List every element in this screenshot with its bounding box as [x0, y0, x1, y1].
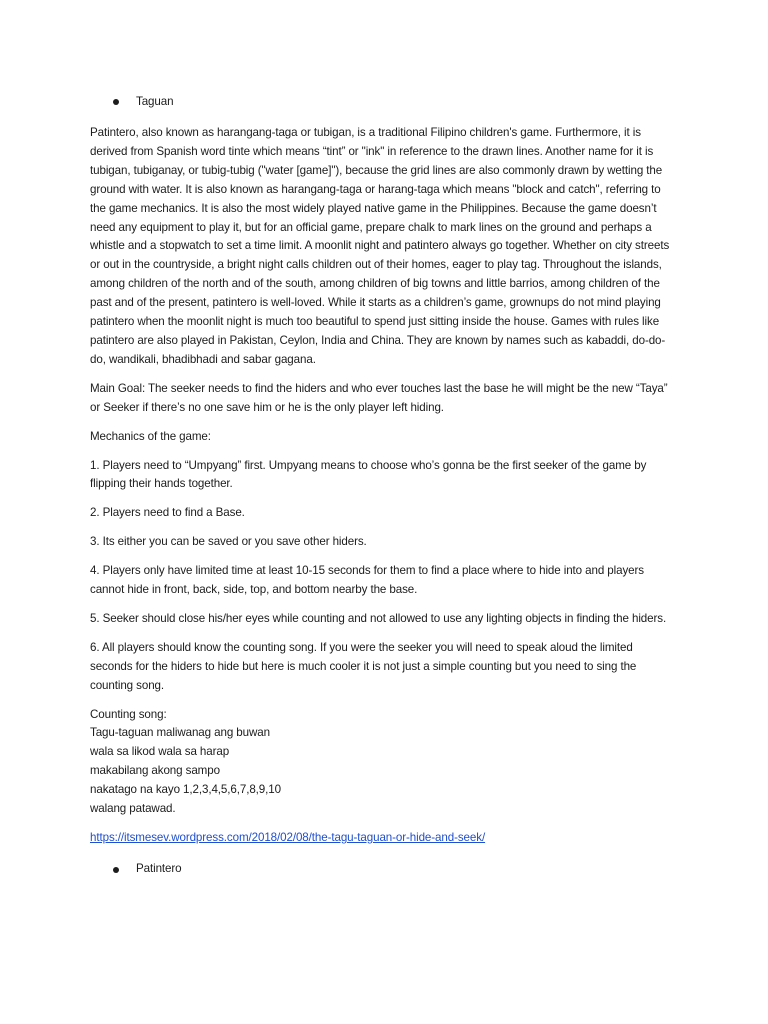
- bullet-label: Taguan: [136, 94, 174, 108]
- rule-4: 4. Players only have limited time at least 10-15 seconds for them to find a place where to hide into and players cannot hide in front, back, side, top, and bottom nearby the base.: [90, 564, 644, 597]
- rule-6: 6. All players should know the counting song. If you were the seeker you will need to speak aloud the limited seconds for the hiders to hide but here is much cooler it is not just a simple counting but you need to sing the counting song.: [90, 640, 637, 692]
- source-link-paragraph: [90, 829, 670, 848]
- bullet-label: Patintero: [136, 862, 182, 876]
- bullet-item-taguan: [90, 92, 670, 112]
- song-line: Tagu-taguan maliwanag ang buwan: [90, 726, 270, 740]
- bullet-dot-icon: [113, 867, 119, 873]
- rule-3: 3. Its either you can be saved or you save other hiders.: [90, 535, 367, 549]
- bullet-item-patintero: [90, 860, 670, 880]
- main-goal-paragraph: Main Goal: The seeker needs to find the hiders and who ever touches last the base he will might be the new “Taya” or Seeker if there’s no one save him or he is the only player left hiding.: [90, 381, 668, 414]
- bullet-dot-icon: [113, 99, 119, 105]
- song-line: makabilang akong sampo: [90, 764, 220, 778]
- document-page: [90, 92, 670, 880]
- song-line: walang patawad.: [90, 802, 176, 816]
- counting-song-heading: Counting song:: [90, 707, 167, 721]
- counting-song: [90, 706, 670, 819]
- mechanics-heading: Mechanics of the game:: [90, 429, 211, 443]
- song-line: wala sa likod wala sa harap: [90, 745, 230, 759]
- rule-5: 5. Seeker should close his/her eyes while counting and not allowed to use any lighting objects in finding the hiders.: [90, 611, 667, 625]
- rule-2: 2. Players need to find a Base.: [90, 506, 245, 520]
- intro-paragraph: Patintero, also known as harangang-taga or tubigan, is a traditional Filipino children's game. Furthermore, it is derived from Spanish word tinte which means “tint” or "ink" in reference to the drawn lines. Another name for it is tubigan, tubiganay, or tubig-tubig ("water [game]"), because the grid lines are also commonly drawn by wetting the ground with water. It is also known as harangang-taga or harang-taga which means "block and catch", referring to the game mechanics. It is also the most widely played native game in the Philippines. Because the game doesn’t need any equipment to play it, but for an official game, prepare chalk to mark lines on the ground and perhaps a whistle and a stopwatch to set a time limit. A moonlit night and patintero always go together. Whether on city streets or out in the countryside, a bright night calls children out of their homes, eager to play tag. Throughout the islands, among children of the north and of the south, among children of big towns and little barrios, among children of the past and of the present, patintero is well-loved. While it starts as a children’s game, grownups do not mind playing patintero when the moonlit night is much too beautiful to spend just sitting inside the house. Games with rules like patintero are also played in Pakistan, Ceylon, India and China. They are known by names such as kabaddi, do-do-do, wandikali, bhadibhadi and sabar gagana.: [90, 126, 670, 366]
- song-line: nakatago na kayo 1,2,3,4,5,6,7,8,9,10: [90, 783, 281, 797]
- rule-1: 1. Players need to “Umpyang” first. Umpyang means to choose who’s gonna be the first seeker of the game by flipping their hands together.: [90, 458, 647, 491]
- source-link[interactable]: https://itsmesev.wordpress.com/2018/02/08/the-tagu-taguan-or-hide-and-seek/: [90, 831, 486, 844]
